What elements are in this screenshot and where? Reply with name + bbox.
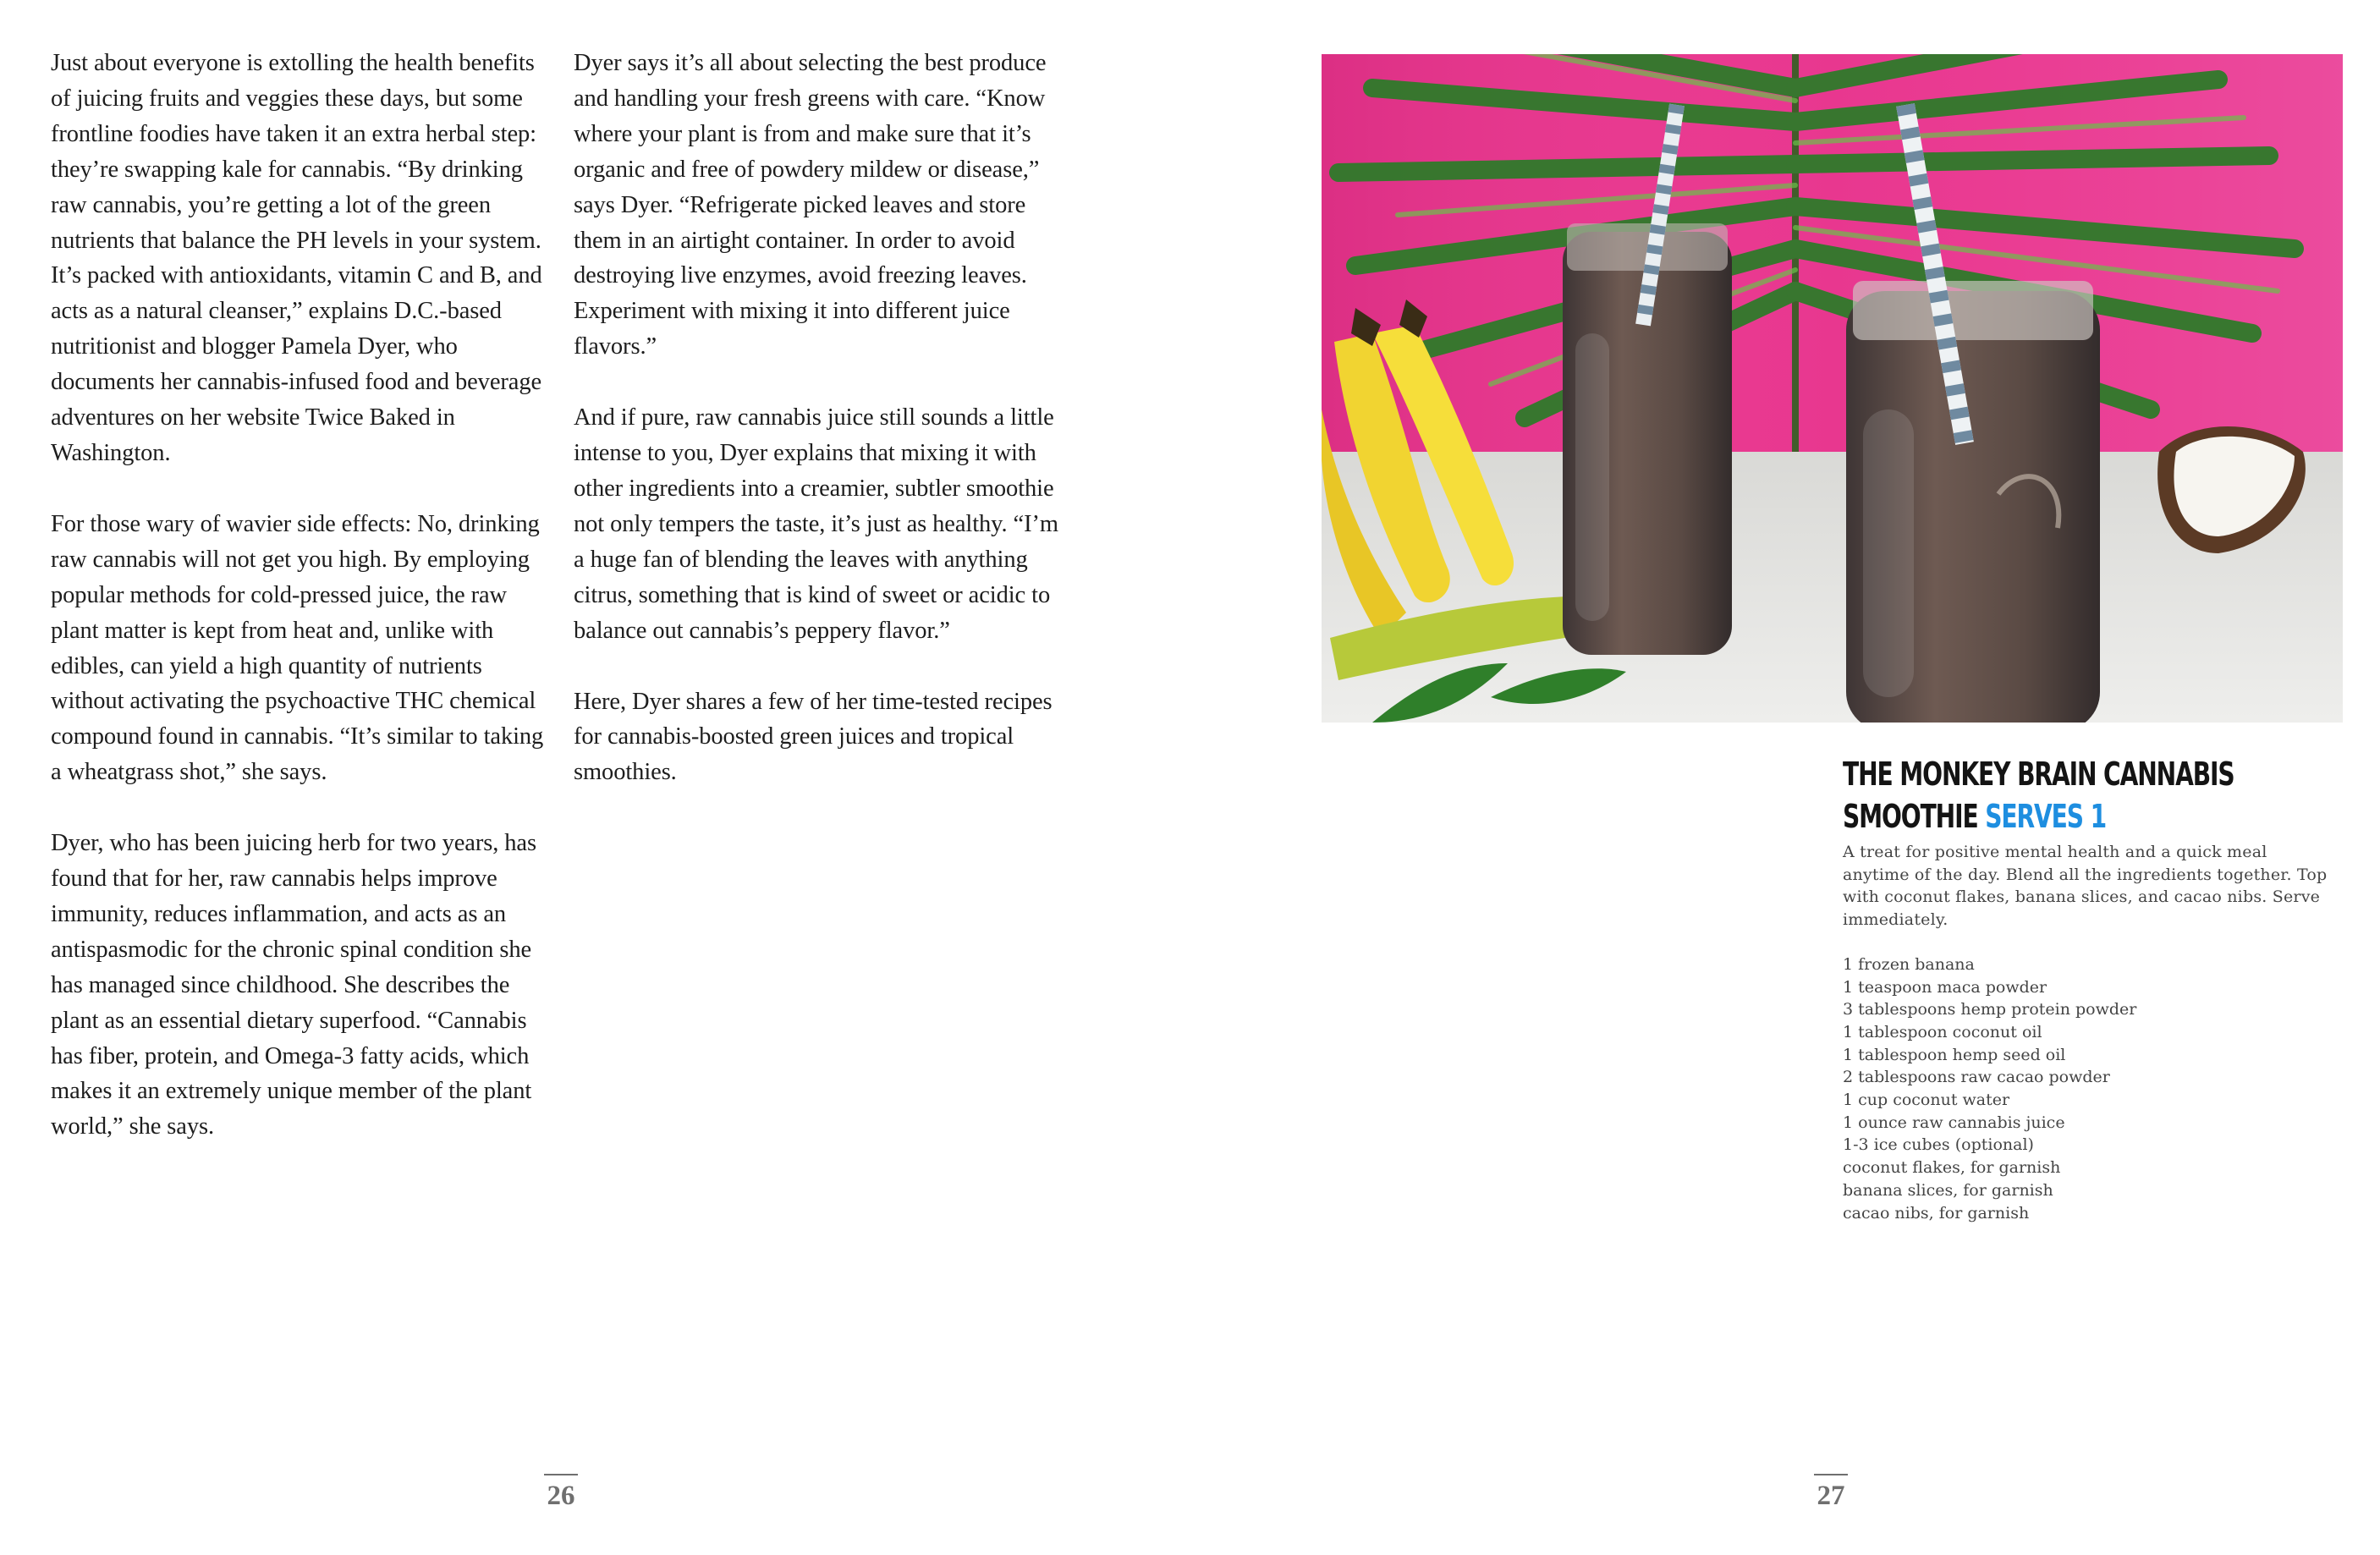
ingredient-item: coconut flakes, for garnish xyxy=(1843,1158,2061,1178)
ingredient-item: banana slices, for garnish xyxy=(1843,1180,2053,1200)
recipe xyxy=(1843,753,2333,1224)
paragraph: Dyer, who has been juicing herb for two years, has found that for her, raw cannabis helps improve immunity, reduces inflammation, and acts as an antispasmodic for the chronic spinal condition she has managed since childhood. She describes the plant as an essential dietary superfood. “Cannabis has fiber, protein, and Omega-3 fatty acids, which makes it an extremely unique member of the plant world,” she says. xyxy=(51,830,536,1140)
page-number: 26 xyxy=(544,1474,578,1513)
smoothie-photo-illustration xyxy=(1322,54,2343,723)
recipe-title-text: THE MONKEY BRAIN CANNABIS SMOOTHIE xyxy=(1843,756,2234,835)
recipe-serves: SERVES 1 xyxy=(1985,798,2107,835)
ingredient-item: 3 tablespoons hemp protein powder xyxy=(1843,1000,2137,1019)
paragraph: And if pure, raw cannabis juice still sounds a little intense to you, Dyer explains that mixing it with other ingredients into a creamier, subtler smoothie not only tempers the taste, it’s just as healthy. “I’m a huge fan of blending the leaves with anything citrus, something that is kind of sweet or acidic to balance out cannabis’s peppery flavor.” xyxy=(574,404,1058,644)
paragraph: Dyer says it’s all about selecting the best produce and handling your fresh greens with care. “Know where your plant is from and make sure that it’s organic and free of powdery mildew or disease,” says Dyer. “Refrigerate picked leaves and store them in an airtight container. In order to avoid destroying live enzymes, avoid freezing leaves. Experiment with mixing it into different juice flavors.” xyxy=(574,50,1047,360)
ingredient-item: 1 tablespoon hemp seed oil xyxy=(1843,1045,2066,1064)
ingredient-item: 1 frozen banana xyxy=(1843,954,1975,974)
ingredient-item: 1 cup coconut water xyxy=(1843,1091,2010,1110)
smoothie-photo xyxy=(1322,54,2343,723)
recipe-description: A treat for positive mental health and a quick meal anytime of the day. Blend all the ingredients together. Top with coconut flakes, banana slices, and cacao nibs. Serve immediately. xyxy=(1843,843,2328,930)
ingredient-list xyxy=(1843,953,2333,1224)
article-column-2 xyxy=(574,46,1073,826)
ingredient-item: cacao nibs, for garnish xyxy=(1843,1203,2030,1223)
paragraph: Here, Dyer shares a few of her time-tested recipes for cannabis-boosted green juices and tropical smoothies. xyxy=(574,688,1053,786)
paragraph: Just about everyone is extolling the health benefits of juicing fruits and veggies these days, but some frontline foodies have taken it an extra herbal step: they’re swapping kale for cannabis. “By drinking raw cannabis, you’re getting a lot of the green nutrients that balance the PH levels in your system. It’s packed with antioxidants, vitamin C and B, and acts as a natural cleanser,” explains D.C.-based nutritionist and blogger Pamela Dyer, who documents her cannabis-infused food and beverage adventures on her website Twice Baked in Washington. xyxy=(51,50,542,466)
ingredient-item: 1 ounce raw cannabis juice xyxy=(1843,1113,2065,1132)
ingredient-item: 2 tablespoons raw cacao powder xyxy=(1843,1068,2110,1087)
recipe-title xyxy=(1843,753,2331,838)
page-number: 27 xyxy=(1814,1474,1848,1513)
paragraph: For those wary of wavier side effects: No, drinking raw cannabis will not get you high. By employing popular methods for cold-pressed juice, the raw plant matter is kept from heat and, unlike with edibles, can yield a high quantity of nutrients without activating the psychoactive THC chemical compound found in cannabis. “It’s similar to taking a wheatgrass shot,” she says. xyxy=(51,510,544,786)
ingredient-item: 1-3 ice cubes (optional) xyxy=(1843,1135,2034,1155)
ingredient-item: 1 tablespoon coconut oil xyxy=(1843,1022,2042,1041)
article-column-1 xyxy=(51,46,550,1180)
ingredient-item: 1 teaspoon maca powder xyxy=(1843,977,2047,997)
